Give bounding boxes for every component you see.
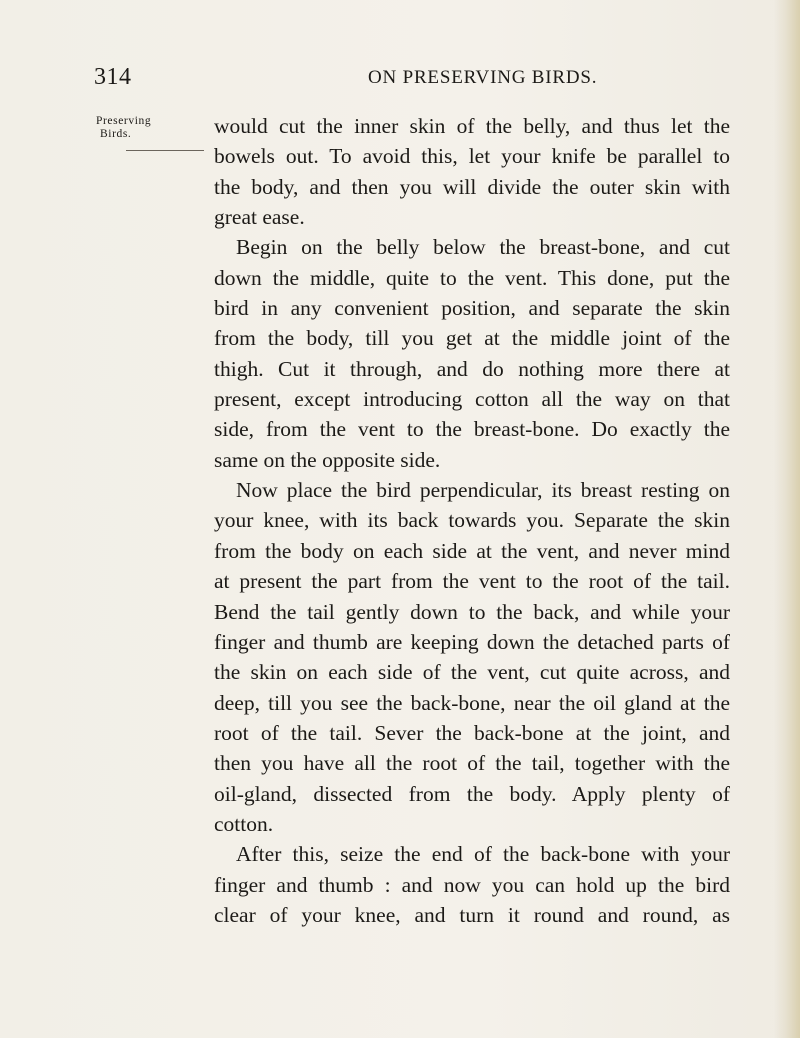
body-text <box>214 111 730 930</box>
text-line: oil-gland, dissected from the body. Apply plenty of <box>214 781 730 806</box>
text-line: bowels out. To avoid this, let your knife be parallel to <box>214 144 730 169</box>
text-line: clear of your knee, and turn it round and round, as <box>214 902 730 927</box>
paragraph-first-line: Begin on the belly below the breast-bone, and cut <box>236 235 730 260</box>
text-line: down the middle, quite to the vent. This done, put the <box>214 265 730 290</box>
text-line: side, from the vent to the breast-bone. Do exactly the <box>214 417 730 442</box>
margin-note-rule <box>126 150 204 151</box>
text-line: cotton. <box>214 811 274 836</box>
text-line: present, except introducing cotton all the way on that <box>214 387 730 412</box>
text-line: finger and thumb are keeping down the detached parts of <box>214 629 730 654</box>
text-line: bird in any convenient position, and separate the skin <box>214 296 730 321</box>
text-line: then you have all the root of the tail, together with the <box>214 751 730 776</box>
text-line: would cut the inner skin of the belly, and thus let the <box>214 114 730 138</box>
text-line: at present the part from the vent to the root of the tail. <box>214 569 730 594</box>
paragraph-first-line: Now place the bird perpendicular, its breast resting on <box>236 478 730 503</box>
paragraph-first-line: After this, seize the end of the back-bone with your <box>236 842 730 867</box>
text-line: great ease. <box>214 205 305 230</box>
text-line: from the body, till you get at the middle joint of the <box>214 326 730 351</box>
text-line: deep, till you see the back-bone, near the oil gland at the <box>214 690 730 715</box>
running-head: ON PRESERVING BIRDS. <box>368 67 598 88</box>
margin-note-line-1: Preserving <box>96 115 152 127</box>
page-header <box>0 62 800 98</box>
text-line: same on the opposite side. <box>214 447 441 472</box>
page-edge-shadow <box>774 0 800 1038</box>
text-line: root of the tail. Sever the back-bone at the joint, and <box>214 720 730 745</box>
text-line: Bend the tail gently down to the back, and while your <box>214 599 730 624</box>
text-line: your knee, with its back towards you. Separate the skin <box>214 508 730 533</box>
text-line: the body, and then you will divide the outer skin with <box>214 174 730 199</box>
text-line: the skin on each side of the vent, cut quite across, and <box>214 660 730 685</box>
text-line: from the body on each side at the vent, and never mind <box>214 538 730 563</box>
text-line: finger and thumb : and now you can hold up the bird <box>214 872 730 897</box>
margin-note-line-2: Birds. <box>100 128 132 140</box>
text-line: thigh. Cut it through, and do nothing more there at <box>214 356 730 381</box>
margin-note <box>96 115 206 151</box>
page-number: 314 <box>94 64 132 90</box>
